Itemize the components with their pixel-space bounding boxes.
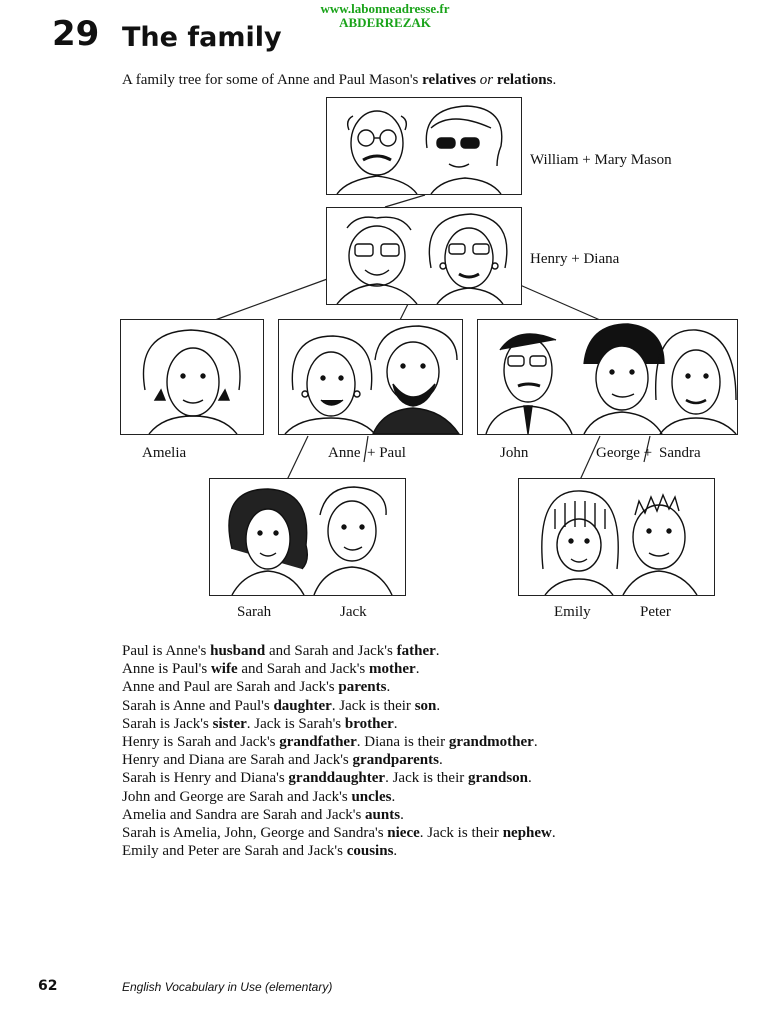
intro-part1: A family tree for some of Anne and Paul Mason's [122, 72, 423, 88]
photo-anne-paul [278, 319, 463, 435]
label-john: John [500, 445, 529, 461]
sentence-text: Sarah is Jack's [122, 715, 213, 732]
intro-end: . [552, 72, 557, 88]
illustration-anne-paul [279, 320, 462, 434]
vocabulary-term: granddaughter [288, 770, 386, 787]
vocabulary-term: sister [212, 715, 247, 732]
illustration-sarah-jack [210, 479, 405, 595]
sentence-text: John and George are Sarah and Jack's [122, 788, 352, 805]
sentence-text: . [551, 825, 556, 842]
label-peter: Peter [640, 604, 671, 620]
vocabulary-term: niece [387, 825, 420, 842]
unit-number: 29 [52, 14, 100, 54]
vocabulary-term: grandson [468, 770, 529, 787]
sentence-text: . [533, 734, 538, 751]
sentence-text: . [393, 715, 398, 732]
sentence-text: Henry is Sarah and Jack's [122, 734, 280, 751]
label-sandra: Sandra [659, 445, 701, 461]
label-jack: Jack [340, 604, 367, 620]
sentence-text: . Jack is their [385, 770, 468, 787]
sentence-text: . Jack is their [331, 697, 415, 714]
photo-william-mary [326, 97, 522, 195]
sentence-line [122, 697, 742, 715]
sentence-line [122, 788, 742, 806]
intro-or: or [479, 72, 494, 88]
sentence-text: Henry and Diana are Sarah and Jack's [122, 752, 353, 769]
sentence-text: Amelia and Sandra are Sarah and Jack's [122, 806, 366, 823]
sentence-text: Anne and Paul are Sarah and Jack's [122, 679, 339, 696]
vocabulary-sentences [122, 642, 742, 860]
sentence-text: . [436, 697, 441, 714]
label-george: George + [596, 445, 653, 461]
watermark [300, 2, 470, 30]
photo-henry-diana [326, 207, 522, 305]
sentence-text: . [415, 661, 420, 678]
illustration-william-mary [327, 98, 521, 194]
vocabulary-term: father [396, 643, 436, 659]
label-amelia: Amelia [142, 445, 187, 461]
vocabulary-term: brother [344, 715, 394, 732]
intro-term-relatives: relatives [422, 72, 477, 88]
sentence-text: . Jack is their [419, 825, 503, 842]
sentence-line [122, 678, 742, 696]
sentence-text: . [386, 679, 391, 696]
sentence-text: Sarah is Amelia, John, George and Sandra's [122, 825, 388, 842]
label-william-mary: William + Mary Mason [530, 152, 672, 168]
vocabulary-term: wife [210, 661, 238, 678]
vocabulary-term: aunts [365, 806, 401, 823]
sentence-text: . [438, 752, 443, 769]
sentence-text: Sarah is Anne and Paul's [122, 697, 274, 714]
watermark-url: www.labonneadresse.fr [320, 1, 450, 16]
book-title: English Vocabulary in Use (elementary) [122, 980, 333, 994]
vocabulary-term: husband [210, 643, 266, 659]
sentence-text: and Sarah and Jack's [265, 643, 397, 659]
sentence-text: . [435, 643, 440, 659]
vocabulary-term: mother [369, 661, 416, 678]
sentence-text: Anne is Paul's [122, 661, 211, 678]
label-sarah: Sarah [237, 604, 272, 620]
illustration-john-george-sandra [478, 320, 737, 434]
sentence-line [122, 769, 742, 787]
sentence-text: . Jack is Sarah's [246, 715, 345, 732]
label-plus-paul: + Paul [367, 445, 406, 461]
illustration-emily-peter [519, 479, 714, 595]
label-henry-diana: Henry + Diana [530, 251, 620, 267]
sentence-line [122, 842, 742, 860]
sentence-line [122, 642, 742, 660]
sentence-line [122, 806, 742, 824]
illustration-henry-diana [327, 208, 521, 304]
sentence-line [122, 715, 742, 733]
label-emily: Emily [554, 604, 591, 620]
sentence-line [122, 824, 742, 842]
vocabulary-term: daughter [273, 697, 332, 714]
sentence-text: . [528, 770, 532, 787]
vocabulary-term: grandfather [279, 734, 357, 751]
sentence-line [122, 733, 742, 751]
photo-sarah-jack [209, 478, 406, 596]
vocabulary-term: uncles [351, 788, 392, 805]
sentence-text: Sarah is Henry and Diana's [122, 770, 289, 787]
sentence-text: Paul is Anne's [122, 643, 211, 659]
sentence-text: . Diana is their [356, 734, 449, 751]
vocabulary-term: nephew [502, 825, 552, 842]
intro-text [122, 72, 556, 89]
vocabulary-term: parents [338, 679, 387, 696]
watermark-author: ABDERREZAK [339, 15, 431, 30]
label-anne: Anne [328, 445, 361, 461]
sentence-text: Emily and Peter are Sarah and Jack's [122, 843, 347, 860]
page-number: 62 [38, 978, 58, 994]
vocabulary-term: cousins [346, 843, 394, 860]
vocabulary-term: grandmother [448, 734, 534, 751]
vocabulary-term: grandparents [352, 752, 439, 769]
sentence-text: . [400, 806, 404, 823]
sentence-text: . [393, 843, 398, 860]
sentence-text: and Sarah and Jack's [237, 661, 370, 678]
photo-emily-peter [518, 478, 715, 596]
sentence-line [122, 660, 742, 678]
sentence-text: . [391, 788, 396, 805]
illustration-amelia [121, 320, 263, 434]
vocabulary-term: son [414, 697, 437, 714]
photo-amelia [120, 319, 264, 435]
page-title: The family [122, 22, 282, 53]
photo-john-george-sandra [477, 319, 738, 435]
sentence-line [122, 751, 742, 769]
intro-term-relations: relations [496, 72, 553, 88]
